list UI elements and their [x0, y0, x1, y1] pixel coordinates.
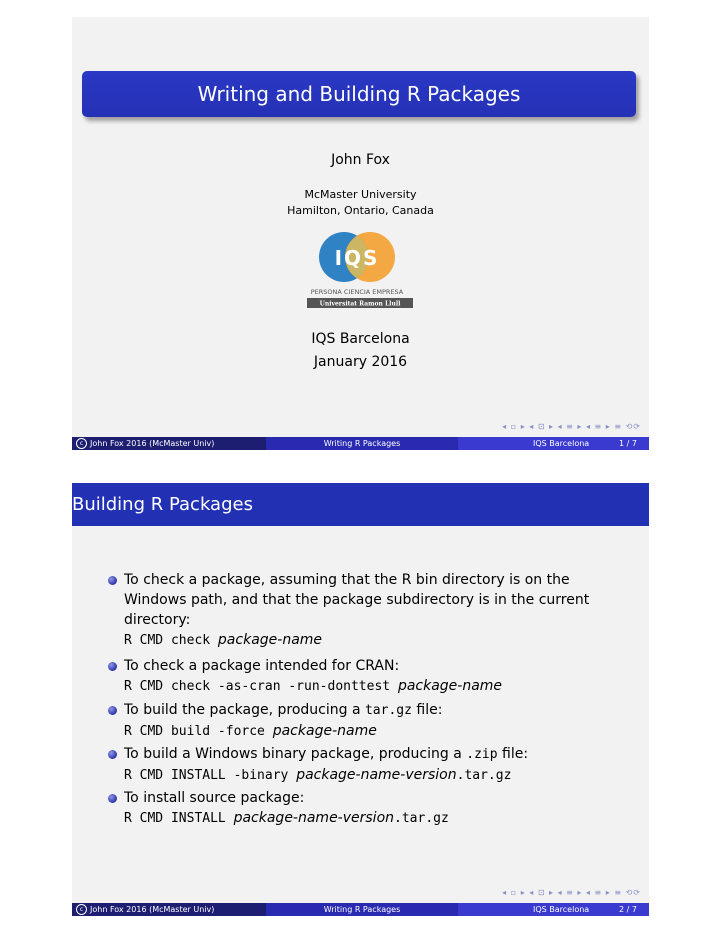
list-item: To build the package, producing a tar.gz file: R CMD build -force package-name — [124, 702, 443, 739]
copyright-icon: c — [76, 438, 87, 449]
frame-title-bar — [72, 483, 649, 526]
copyright-icon: c — [76, 904, 87, 915]
bullet-icon — [108, 794, 117, 803]
list-item: To install source package: R CMD INSTALL package-name-version.tar.gz — [124, 790, 449, 826]
beamer-navigation-icons[interactable]: ◂ ▫ ▸ ◂ ⊡ ▸ ◂ ≡ ▸ ◂ ≡ ▸ ≡ ⟲⟳ — [502, 422, 641, 431]
institution-location: Hamilton, Ontario, Canada — [287, 204, 434, 217]
command-code: R CMD INSTALL -binary — [124, 768, 297, 783]
bullet-icon — [108, 576, 117, 585]
page-number: 2 / 7 — [619, 905, 637, 914]
command-argument: package-name — [272, 723, 377, 739]
footer-title-section — [266, 903, 458, 916]
list-item: To check a package intended for CRAN: R CMD check -as-cran -run-donttest package-name — [124, 658, 503, 694]
iqs-logo — [304, 229, 416, 311]
command-argument: package-name — [217, 632, 323, 648]
command-code: R CMD check — [124, 633, 218, 648]
footer-author-section — [72, 437, 266, 450]
bullet-icon — [108, 706, 117, 715]
footer-author: John Fox 2016 (McMaster Univ) — [90, 905, 215, 914]
logo-tagline: PERSONA CIENCIA EMPRESA — [310, 288, 404, 296]
footer-author-section — [72, 903, 266, 916]
command-suffix: .tar.gz — [456, 768, 512, 783]
footer-author: John Fox 2016 (McMaster Univ) — [90, 439, 215, 448]
presentation-title: Writing and Building R Packages — [197, 82, 521, 106]
footer-location: IQS Barcelona — [533, 905, 590, 914]
command-code: R CMD check -as-cran -run-donttest — [124, 679, 398, 694]
author-name: John Fox — [331, 152, 390, 168]
frame-title: Building R Packages — [72, 494, 253, 515]
footer-location-section — [458, 437, 649, 450]
footer-location: IQS Barcelona — [533, 439, 590, 448]
command-argument: package-name-version — [296, 767, 457, 783]
footer-location-section — [458, 903, 649, 916]
content-slide — [72, 483, 649, 916]
event-location: IQS Barcelona — [311, 331, 410, 347]
footer-title-section — [266, 437, 458, 450]
slide-footer — [72, 903, 649, 916]
logo-university: Universitat Ramon Llull — [319, 300, 401, 308]
presentation-title-box — [82, 71, 636, 117]
bullet-icon — [108, 750, 117, 759]
command-argument: package-name — [397, 678, 503, 694]
institution-name: McMaster University — [304, 188, 417, 201]
title-slide — [72, 17, 649, 450]
command-suffix: .tar.gz — [394, 811, 449, 826]
beamer-navigation-icons[interactable]: ◂ ▫ ▸ ◂ ⊡ ▸ ◂ ≡ ▸ ◂ ≡ ▸ ≡ ⟲⟳ — [502, 888, 641, 897]
list-item: To check a package, assuming that the R bin directory is on the Windows path, and that the package subdirectory is in the current directory: R CMD check package-name — [124, 572, 590, 648]
footer-title: Writing R Packages — [323, 439, 401, 448]
bullet-icon — [108, 662, 117, 671]
command-code: R CMD build -force — [124, 724, 273, 739]
page-number: 1 / 7 — [619, 439, 637, 448]
list-item: To build a Windows binary package, producing a .zip file: R CMD INSTALL -binary package-name-version.tar.gz — [124, 746, 529, 783]
event-date: January 2016 — [313, 354, 408, 370]
slide-footer — [72, 437, 649, 450]
footer-title: Writing R Packages — [323, 905, 401, 914]
command-argument: package-name-version — [233, 810, 395, 826]
command-code: R CMD INSTALL — [124, 811, 234, 826]
logo-letters: IQS — [334, 246, 380, 270]
